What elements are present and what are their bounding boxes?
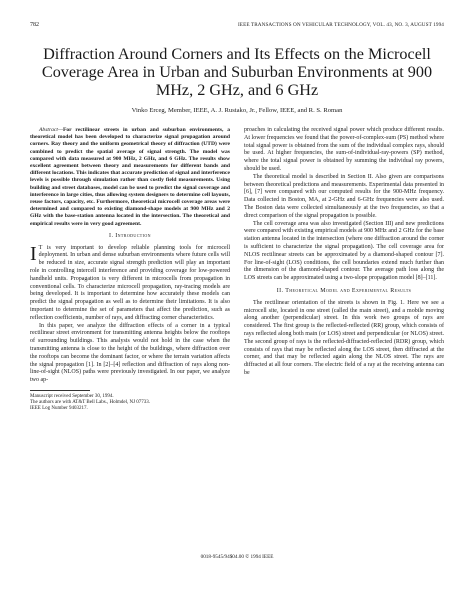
copyright-line: 0018-9545/94$04.00 © 1994 IEEE xyxy=(200,554,274,560)
intro-paragraph-2: In this paper, we analyze the diffraction effects of a corner in a typical rectilinear street environment for transmitting antenna heights below the rooftops of surrounding buildings. This analysis would not hold in the case when the transmitting antenna is close to the height of the buildings, where diffraction over the rooftops can become the dominant factor, or where the terrain variation affects the signal propagation [1]. In [2]–[4] reflection and diffraction of rays along non-line-of-sight (NLOS) paths were previously investigated. In our paper, we analyze two ap- xyxy=(30,322,230,384)
intro-paragraph-1-text: T is very important to develop reliable planning tools for microcell deployment. In urban and dense suburban environments where future cells will be reduced in size, accurate signal strength prediction will play an important role in controlling intercell interference and providing coverage for low-powered handheld units. Propagation is very different in microcells from propagation in conventional cells. To characterize microcell propagation, ray-tracing models are being developed. It is important to determine how accurately these models can predict the signal propagation as well as to determine their limitations. It is also important to determine the set of parameters that affect the prediction, such as reflection coefficients, number of rays, and diffracting corner characteristics. xyxy=(30,244,230,321)
footnote-rule xyxy=(30,390,90,391)
author-line: Vinko Erceg, Member, IEEE, A. J. Rustako, Jr., Fellow, IEEE, and R. S. Roman xyxy=(131,107,343,114)
body-paragraph-1: proaches in calculating the received signal power which produce different results. At lower frequencies we found that the power-of-complex-sum (PS) method where total signal power is obtained from the sum of the individual complex rays, should be used. At higher frequencies, the sum-of-individual-ray-powers (SP) method, where the total signal power is obtained by summing the individual ray powers, should be used. xyxy=(244,127,444,172)
abstract xyxy=(30,127,230,228)
right-column xyxy=(244,127,444,378)
footnote-manuscript: Manuscript received September 30, 1994. xyxy=(30,393,114,399)
body-paragraph-3: The cell coverage area was also investigated (Section III) and new predictions were compared with existing empirical models at 900 MHz and 2 GHz for the base station antenna located in the intersection (where one diffraction around the corner is sufficient to characterize the signal propagation). The cell coverage area for NLOS rectilinear streets can be approximated by a diamond-shaped contour [7]. For line-of-sight (LOS) conditions, the cell boundaries extend much further than the dimension of the diamond-shaped contour. The average path loss along the LOS streets can be approximated using a two-slope propagation model [8]–[11]. xyxy=(244,220,444,282)
page-number: 782 xyxy=(30,22,39,28)
footnote-log-number: IEEE Log Number 9403217. xyxy=(30,406,88,412)
body-paragraph-2: The theoretical model is described in Section II. Also given are comparisons between theoretical predictions and measurements. Experimental data presented in [6], [7] were compared with our computed results for the 900-MHz frequency. Data collected in Boston, MA, at 2-GHz and 6-GHz frequencies were also used. The Boston data were collected simultaneously at the two frequencies, so that a direct comparison of the signal propagation is possible. xyxy=(244,173,444,219)
section-heading-theory: II. Theoretical Model and Experimental Results xyxy=(276,287,412,294)
running-head: IEEE TRANSACTIONS ON VEHICULAR TECHNOLOGY, VOL. 43, NO. 3, AUGUST 1994 xyxy=(237,22,444,28)
footnote-affiliation: The authors are with AT&T Bell Labs., Holmdel, NJ 07733. xyxy=(30,400,151,406)
paper-title: Diffraction Around Corners and Its Effects on the Microcell Coverage Area in Urban and Suburban Environments at 900 MHz, 2 GHz, and 6 GHz xyxy=(41,45,433,100)
body-paragraph-4: The rectilinear orientation of the streets is shown in Fig. 1. Here we see a microcell site, located in one street (called the main street), and a mobile moving along another (perpendicular) street. In this work two groups of rays are considered. The first group is the reflected-reflected (RR) group, which consists of rays reflected along both main (or LOS) street and perpendicular (or NLOS) street. The second group of rays is the reflected-diffracted-reflected (RDR) group, which consists of rays that may be reflected along the LOS street, then diffracted at the corner, and that may be reflected again along the NLOS street. The rays are diffracted at all four corners. The electric field of a ray at the receiving antenna can be xyxy=(244,299,444,376)
abstract-lead: Abstract— xyxy=(39,127,63,133)
abstract-body: For rectilinear streets in urban and suburban environments, a theoretical model has been developed to characterize signal propagation around corners. Ray theory and the uniform geometrical theory of diffraction (UTD) were combined to predict the spatial average of signal strength. The model was compared with data measured at 900 MHz, 2 GHz, and 6 GHz. The results show excellent agreement between theory and measurements for different bands and different locations. This indicates that accurate prediction of signal and interference levels is possible through simulation rather than costly field measurements. Using building and street databases, model can be used to predict the signal coverage and interference in large cities, thus allowing system designers to determine cell layouts, reuse factors, capacity, etc. Furthermore, theoretical microcell coverage areas were determined and compared to existing diamond-shape models at 900 MHz and 2 GHz with the base-station antenna located in the intersection. The theoretical and empirical results were in very good agreement. xyxy=(30,127,230,227)
section-heading-introduction: I. Introduction xyxy=(109,232,151,239)
left-column xyxy=(30,127,230,413)
intro-paragraph-1 xyxy=(30,242,230,323)
footnotes xyxy=(30,394,230,413)
dropcap: I xyxy=(30,242,37,265)
